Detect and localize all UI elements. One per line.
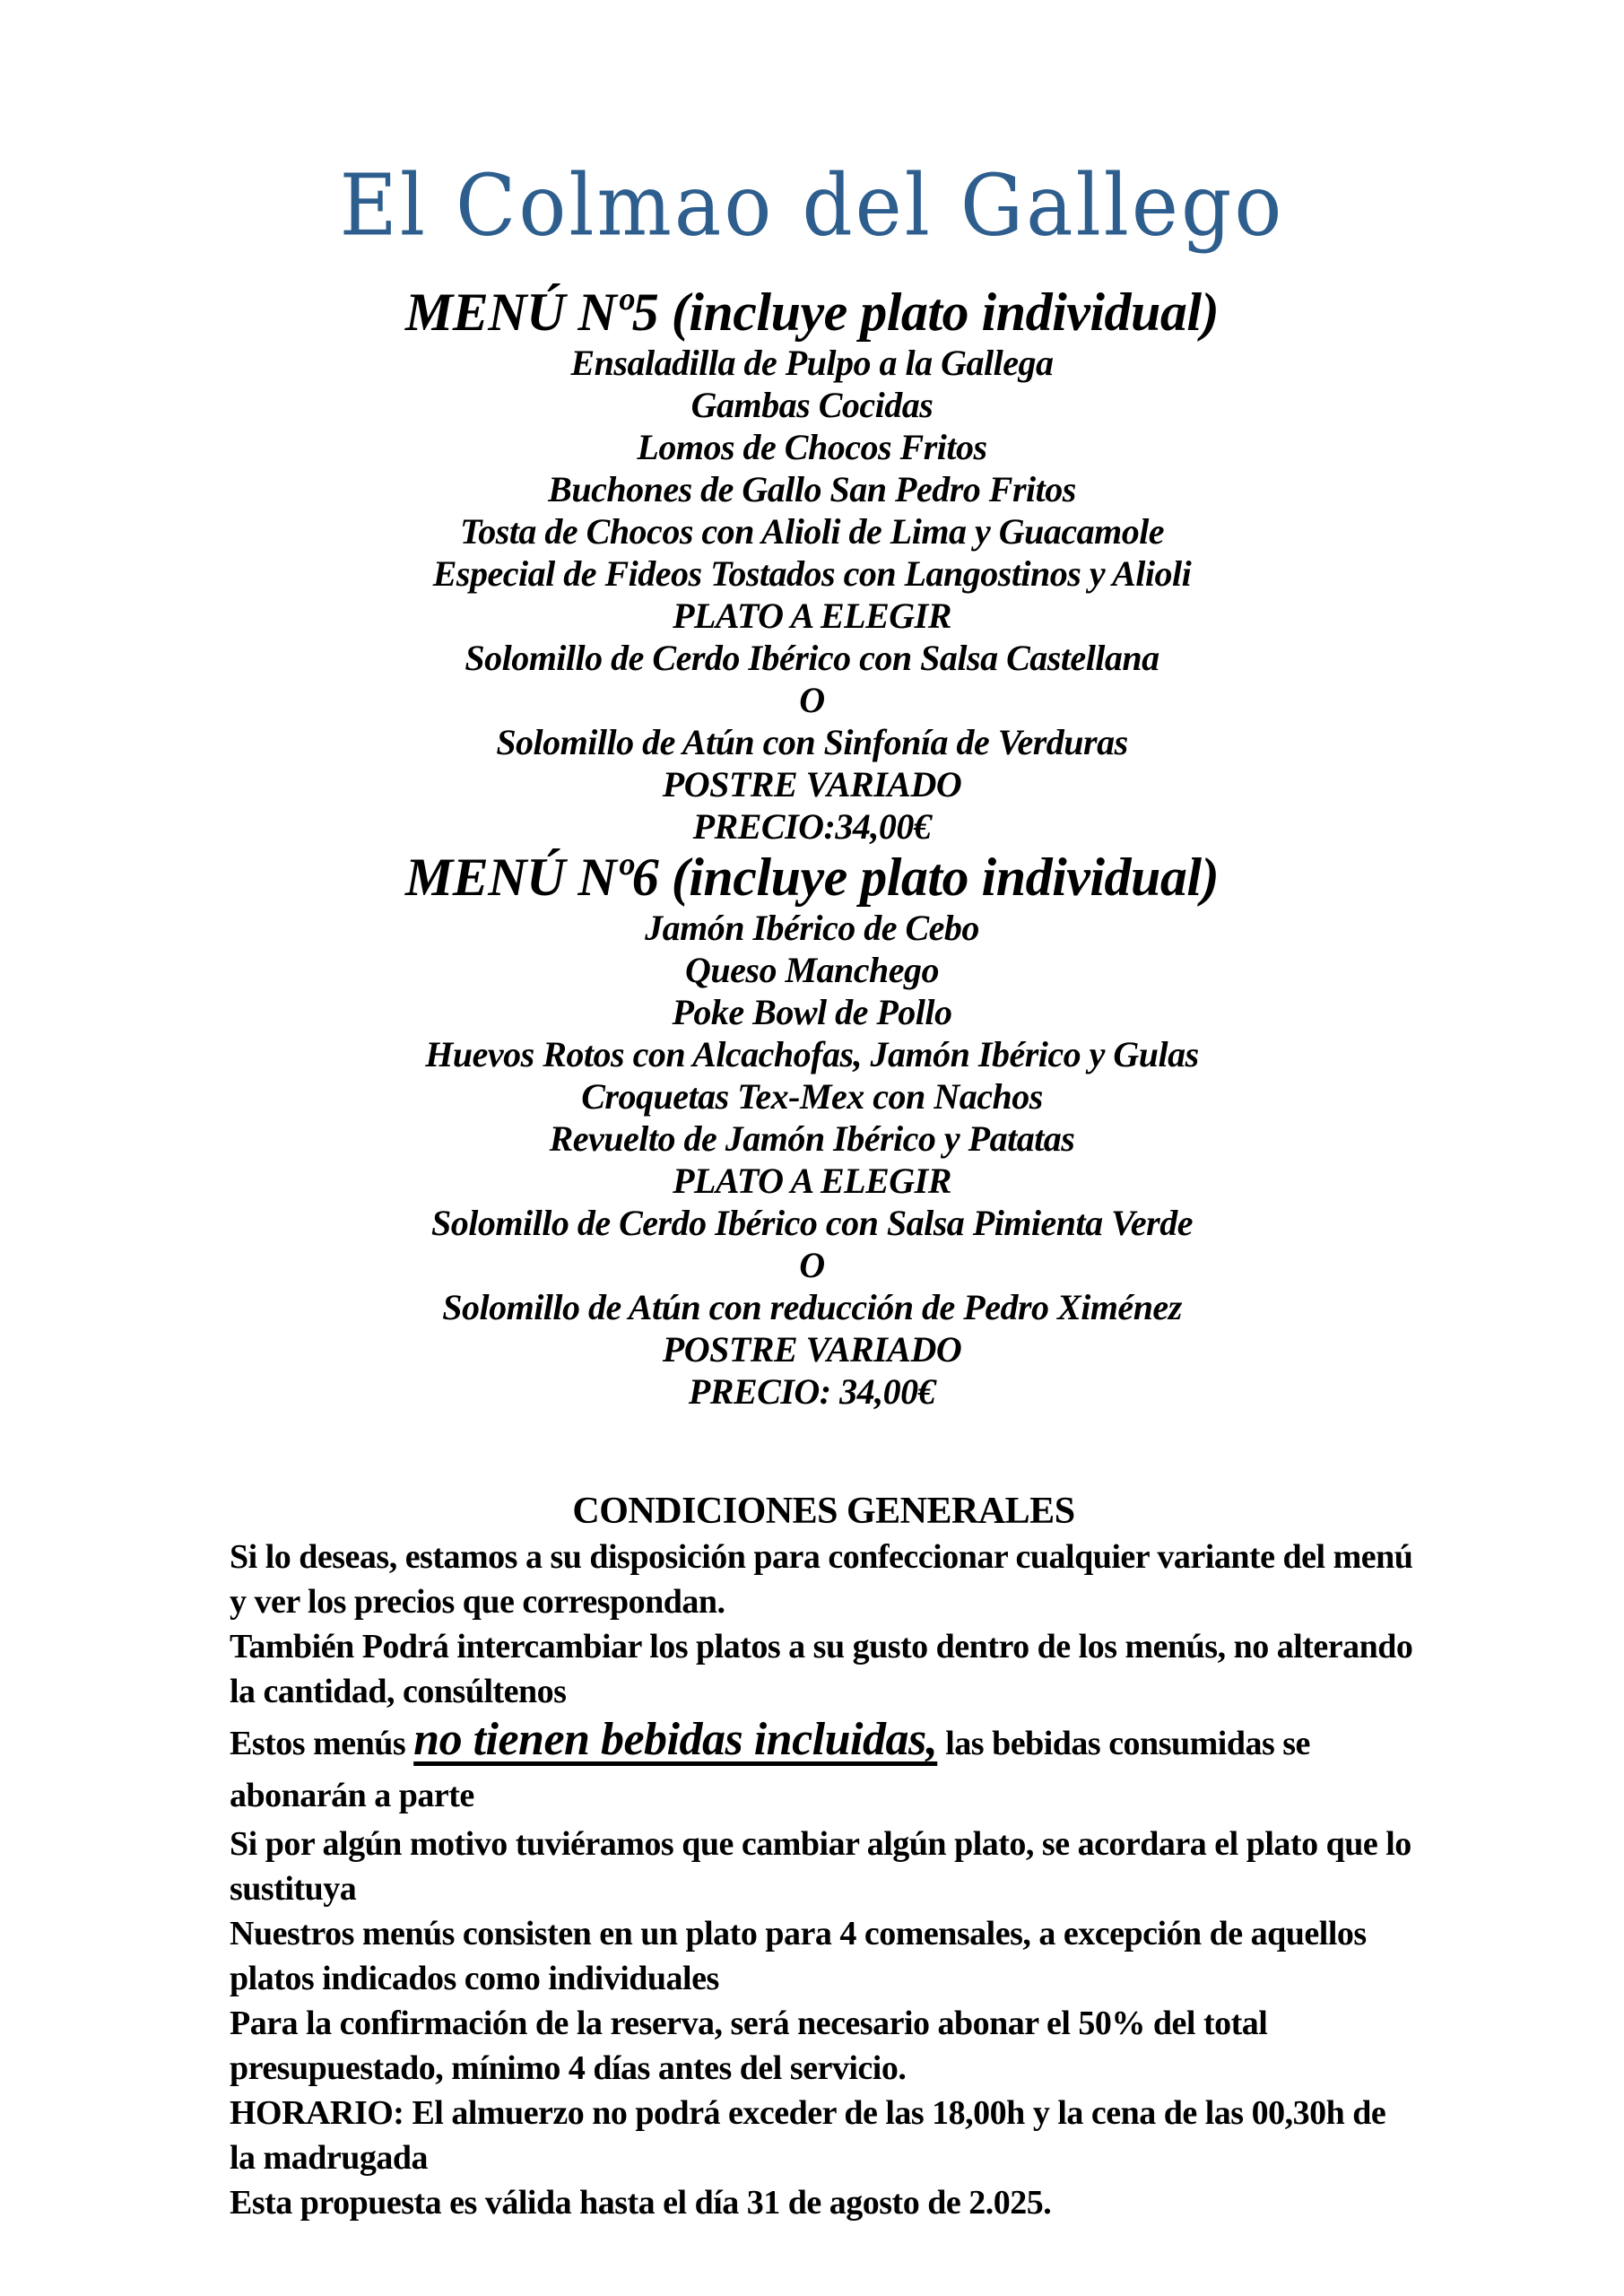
menu-6 <box>0 848 1624 1413</box>
condition-paragraph-validity: Esta propuesta es válida hasta el día 31 de agosto de 2.025. <box>230 2184 1052 2222</box>
menu-5-plato-a-elegir: PLATO A ELEGIR <box>673 596 951 636</box>
menu-item: Especial de Fideos Tostados con Langostinos y Alioli <box>432 553 1192 594</box>
condition-paragraph-schedule: HORARIO: El almuerzo no podrá exceder de las 18,00h y la cena de las 00,30h de la madrugada <box>230 2094 1386 2177</box>
menu-item: Jamón Ibérico de Cebo <box>645 908 979 948</box>
menu-6-price: PRECIO: 34,00€ <box>688 1371 936 1412</box>
condition-paragraph: Nuestros menús consisten en un plato para 4 comensales, a excepción de aquellos platos indicados como individuales <box>230 1915 1367 1997</box>
restaurant-logo: El Colmao del Gallego <box>339 154 1285 256</box>
condition-paragraph: También Podrá intercambiar los platos a su gusto dentro de los menús, no alterando la cantidad, consúltenos <box>230 1628 1413 1710</box>
menu-item: Croquetas Tex-Mex con Nachos <box>581 1076 1043 1117</box>
menu-item: Buchones de Gallo San Pedro Fritos <box>548 469 1076 509</box>
menu-6-or-separator: O <box>799 1245 825 1285</box>
condition-paragraph: Si por algún motivo tuviéramos que cambiar algún plato, se acordara el plato que lo sustituya <box>230 1825 1411 1908</box>
condition-paragraph-drinks <box>230 1714 1418 1822</box>
drinks-clause-prefix: Estos menús <box>230 1725 414 1762</box>
menu-item: Solomillo de Cerdo Ibérico con Salsa Castellana <box>465 638 1159 678</box>
conditions-title: CONDICIONES GENERALES <box>572 1491 1075 1532</box>
menu-item: Huevos Rotos con Alcachofas, Jamón Ibérico y Gulas <box>425 1034 1199 1074</box>
menu-item: Tosta de Chocos con Alioli de Lima y Guacamole <box>459 511 1165 552</box>
menu-item: Queso Manchego <box>684 950 940 990</box>
drinks-clause-suffix: las bebidas consumidas se abonarán a parte <box>230 1725 1310 1814</box>
menus-section <box>0 283 1624 1413</box>
menu-item: Lomos de Chocos Fritos <box>637 427 987 467</box>
menu-item: Solomillo de Atún con Sinfonía de Verduras <box>496 722 1128 762</box>
menu-item: Poke Bowl de Pollo <box>672 992 952 1032</box>
menu-item: Gambas Cocidas <box>690 385 934 425</box>
menu-6-plato-a-elegir: PLATO A ELEGIR <box>673 1161 951 1201</box>
menu-5-title: MENÚ Nº5 (incluye plato individual) <box>404 283 1220 342</box>
menu-5 <box>0 283 1624 848</box>
menu-6-postre: POSTRE VARIADO <box>662 1329 962 1370</box>
menu-6-title: MENÚ Nº6 (incluye plato individual) <box>404 848 1220 907</box>
condition-paragraph: Para la confirmación de la reserva, será necesario abonar el 50% del total presupuestado, mínimo 4 días antes del servicio. <box>230 2005 1268 2087</box>
menu-item: Solomillo de Cerdo Ibérico con Salsa Pimienta Verde <box>431 1203 1193 1243</box>
no-drinks-included-emphasis: no tienen bebidas incluidas, <box>413 1714 938 1765</box>
menu-item: Ensaladilla de Pulpo a la Gallega <box>570 343 1054 383</box>
menu-5-postre: POSTRE VARIADO <box>662 764 962 804</box>
general-conditions-section <box>230 1488 1418 2225</box>
menu-5-price: PRECIO:34,00€ <box>692 806 932 847</box>
menu-item: Solomillo de Atún con reducción de Pedro Ximénez <box>442 1287 1182 1327</box>
menu-item: Revuelto de Jamón Ibérico y Patatas <box>549 1118 1075 1159</box>
condition-paragraph: Si lo deseas, estamos a su disposición para confeccionar cualquier variante del menú y ver los precios que correspondan. <box>230 1538 1413 1621</box>
menu-5-or-separator: O <box>799 680 825 720</box>
